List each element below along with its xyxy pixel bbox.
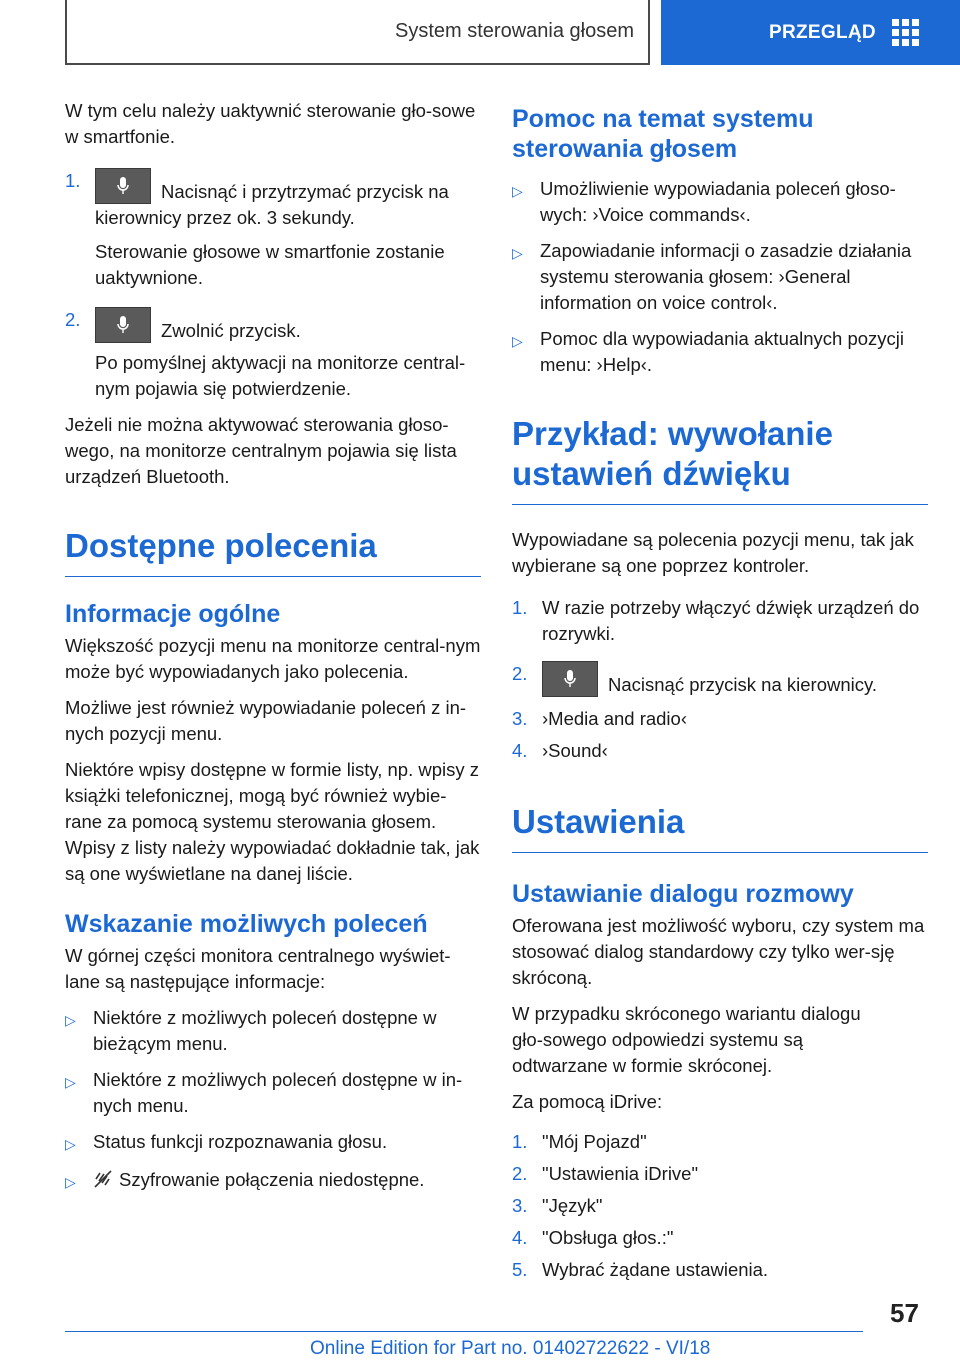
list-item: 5. Wybrać żądane ustawienia. [512, 1259, 769, 1280]
heading-example-sound: Przykład: wywołanie ustawień dźwięku [512, 414, 928, 505]
step-result: Sterowanie głosowe w smartfonie zostanie uaktywnione. [95, 241, 445, 288]
list-item: ▷ Niektóre z możliwych poleceń dostępne w in-nych menu. [65, 1067, 481, 1119]
paragraph: Oferowana jest możliwość wyboru, czy system ma stosować dialog standardowy czy tylko wer-sję skróconą. [512, 915, 925, 988]
footer-divider [65, 1331, 863, 1332]
list-item: ▷ Szyfrowanie połączenia niedostępne. [65, 1167, 481, 1195]
list-item: ▷ Pomoc dla wypowiadania aktualnych pozycji menu: ›Help‹. [512, 326, 928, 378]
triangle-bullet-icon: ▷ [65, 1136, 76, 1152]
mic-button-icon [95, 168, 151, 204]
list-item: 1. "Mój Pojazd" [512, 1131, 647, 1152]
heading-voice-help: Pomoc na temat systemu sterowania głosem [512, 105, 814, 163]
triangle-bullet-icon: ▷ [512, 183, 523, 199]
overview-tab[interactable] [661, 0, 960, 65]
edition-footer: Online Edition for Part no. 01402722622 - VI/18 [310, 1338, 711, 1359]
list-item: ▷ Status funkcji rozpoznawania głosu. [65, 1129, 481, 1157]
list-item: 2. "Ustawienia iDrive" [512, 1163, 699, 1184]
heading-settings: Ustawienia [512, 802, 928, 853]
list-item: ▷ Umożliwienie wypowiadania poleceń głoso-wych: ›Voice commands‹. [512, 176, 928, 228]
intro-paragraph: W tym celu należy uaktywnić sterowanie gło-sowe w smartfonie. [65, 100, 476, 147]
triangle-bullet-icon: ▷ [65, 1174, 76, 1190]
mic-button-icon [95, 307, 151, 343]
triangle-bullet-icon: ▷ [65, 1012, 76, 1028]
list-item [65, 168, 481, 231]
outro-paragraph: Jeżeli nie można aktywować sterowania głoso-wego, na monitorze centralnym pojawia się lista urządzeń Bluetooth. [65, 414, 457, 487]
page-number: 57 [890, 1298, 919, 1328]
right-column [512, 104, 928, 1293]
list-item: 2. Nacisnąć przycisk na kierownicy. [512, 663, 878, 695]
heading-dialog-settings: Ustawianie dialogu rozmowy [512, 880, 854, 908]
header-section-title-box [65, 0, 650, 65]
list-item: ▷ Zapowiadanie informacji o zasadzie działania systemu sterowania głosem: ›General information on voice control‹. [512, 238, 928, 316]
step-text: Nacisnąć i przytrzymać przycisk na kierownicy przez ok. 3 sekundy. [95, 181, 449, 228]
list-item [65, 307, 481, 344]
triangle-bullet-icon: ▷ [65, 1074, 76, 1090]
heading-possible-commands: Wskazanie możliwych poleceń [65, 910, 428, 938]
list-item: 4. "Obsługa głos.:" [512, 1227, 674, 1248]
list-item: ▷ Niektóre z możliwych poleceń dostępne w bieżącym menu. [65, 1005, 481, 1057]
section-title: System sterowania głosem [395, 20, 634, 42]
left-column [65, 98, 481, 1205]
paragraph: W przypadku skróconego wariantu dialogu gło-sowego odpowiedzi systemu są odtwarzane w formie skróconej. [512, 1003, 861, 1076]
triangle-bullet-icon: ▷ [512, 333, 523, 349]
paragraph: Wypowiadane są polecenia pozycji menu, tak jak wybierane są one poprzez kontroler. [512, 529, 914, 576]
no-encryption-icon [93, 1169, 113, 1189]
paragraph: Za pomocą iDrive: [512, 1091, 663, 1112]
list-item: 3. ›Media and radio‹ [512, 708, 687, 729]
list-item: 3. "Język" [512, 1195, 603, 1216]
paragraph: Większość pozycji menu na monitorze central-nym może być wypowiadanych jako polecenia. [65, 635, 481, 682]
step-number: 1. [65, 170, 81, 191]
grid-icon [892, 19, 919, 46]
paragraph: Niektóre wpisy dostępne w formie listy, np. wpisy z książki telefonicznej, mogą być również wybie-rane za pomocą systemu sterowania głosem. Wpisy z listy należy wypowiadać dokładnie tak, jak są one wyświetlane na danej liście. [65, 759, 480, 884]
step-result: Po pomyślnej aktywacji na monitorze central-nym pojawia się potwierdzenie. [95, 352, 466, 399]
heading-general-info: Informacje ogólne [65, 600, 281, 628]
list-item: 1. W razie potrzeby włączyć dźwięk urządzeń do rozrywki. [512, 597, 920, 644]
triangle-bullet-icon: ▷ [512, 245, 523, 261]
heading-available-commands: Dostępne polecenia [65, 526, 481, 577]
step-text: Zwolnić przycisk. [161, 320, 301, 341]
list-item: 4. ›Sound‹ [512, 740, 608, 761]
overview-tab-label: PRZEGLĄD [769, 21, 876, 43]
step-number: 2. [65, 309, 81, 330]
paragraph: W górnej części monitora centralnego wyświet-lane są następujące informacje: [65, 945, 451, 992]
paragraph: Możliwe jest również wypowiadanie poleceń z in-nych pozycji menu. [65, 697, 467, 744]
mic-button-icon [542, 661, 598, 697]
